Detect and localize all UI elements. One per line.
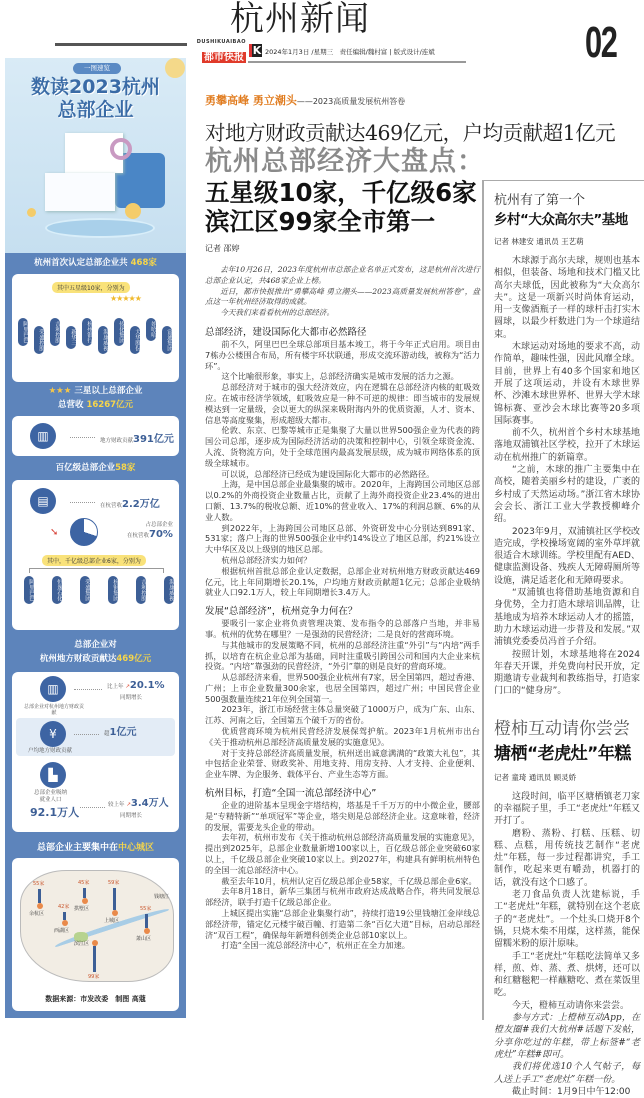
map-card: [12, 858, 179, 1011]
s2-value: 391亿元: [133, 434, 174, 445]
paragraph: 手工“老虎灶”年糕吃法简单又多样，煎、炸、蒸、煮、烘烤，还可以和红糖糍粑一样蘸糖吃、煮在菜饭里吃。: [494, 951, 640, 999]
r1-sub: 同期增长: [120, 695, 143, 701]
r3-sub: 同期增长: [120, 813, 143, 819]
growth-arrow-icon: ↗: [126, 802, 131, 808]
story-golf-byline: 记者 林建安 通讯员 王艺萌: [494, 237, 584, 246]
s5-text: 总部企业主要集中在: [36, 843, 118, 853]
infographic-title-1: 数读2023杭州: [31, 76, 160, 98]
paragraph: 打造“全国一流总部经济中心”，杭州正在全力加速。: [221, 940, 410, 951]
paragraph: “双浦镇也将借助基地资源和自身优势，全力打造木球培训品牌，让基地成为培养木球运动人才的摇篮，助力木球运动进一步普及和发展。”双浦镇党委委员冯首子介绍。: [494, 588, 640, 648]
paragraph: 伦敦、东京、巴黎等城市正是集聚了大量以世界500强企业为代表的跨国公司总部，逐步成为国际经济活动的决策和控制中心，引领全球资金流、人流、货物流方向，处于全球范围内最高发展层级，成为城市网络体系的顶级全球城市。: [205, 425, 480, 468]
paragraph: 从总部经济来看，世界500强企业杭州有7家，居全国第四，超过香港、广州；上市企业数量300余家，也居全国第四，超过广州；中国民营企业500强数量连续21年位列全国第一。: [205, 672, 480, 704]
r3-labels: [34, 790, 67, 804]
company-pill: 阿里巴巴: [24, 576, 34, 604]
paragraph: 我们将优选10个人气帖子，每人送上手工“老虎灶”年糕一份。: [494, 1062, 640, 1085]
district-bar: [145, 914, 148, 928]
r1-pre: 比上年: [107, 684, 124, 690]
s3-text: 百亿级总部企业: [55, 463, 116, 473]
s4-number: 469亿元: [116, 654, 152, 664]
paragraph: 总部经济对于城市的强大经济效应，内在逻辑在总部经济内核的虹吸效应。在城市经济学领域，虹吸效应是一种不可逆的规律：即当城市的发展规模达到一定量级，会以更大的纵深来吸附海内外的优质资源，人才、资本、信息等高度聚集，形成超级大都市。: [205, 382, 480, 425]
infographic: [5, 58, 186, 1018]
logo-cn: 都市快报: [204, 51, 244, 63]
s3-label: 在杭营收: [100, 503, 123, 509]
r1-row: [107, 680, 165, 693]
paragraph: 近日，都市快报推出“勇攀高峰 勇立潮头——2023高质量发展杭州答卷”，盘点这一年杭州经济取得的成就。: [205, 286, 480, 307]
district-dot: [144, 928, 150, 934]
story-golf: [494, 189, 640, 698]
paragraph: 与其他城市的发展策略不同，杭州的总部经济注重“外引”与“内培”两手抓，以培育在杭企业总部为基础，同时注重吸引跨国公司和国内大企业来杭投资。“内培”靠强劲的民营经济，“外引”靠的则是良好的营商环境。: [205, 639, 480, 672]
section-heading: 总部经济，建设国际化大都市必然路径: [205, 326, 367, 338]
story-niangao-byline: 记者 童琦 通讯员 顾灵娇: [494, 772, 577, 782]
paragraph: 木球运动对场地的要求不高，动作简单，趣味性强，因此风靡全球。目前，世界上有40多个国家和地区开展了这项运动，并设有木球世界杯、沙滩木球世界杯、世界大学木球锦标赛、亚沙会木球比赛等20多项国际赛事。: [494, 342, 640, 426]
stars-icon: ★★★: [48, 386, 72, 396]
infographic-badge: 一图速览: [73, 63, 121, 74]
company-pill: 海康威视: [98, 326, 108, 354]
house-yuan-icon: ¥: [40, 721, 66, 747]
paragraph: 截止时间：1月9日中午12:00: [512, 1086, 631, 1097]
district-bar: [113, 888, 116, 910]
story-niangao-body: [494, 791, 640, 1098]
paragraph: 可以说，总部经济已经成为建设国际化大都市的必然路径。: [221, 468, 435, 479]
page-number: 02: [585, 18, 617, 67]
data-source: 数据来源：市发改委 制图 高蔻: [45, 995, 146, 1003]
s4-heading-2: [5, 654, 186, 665]
byline: 记者 邵婷: [205, 244, 240, 253]
r3-value: 3.4万人: [130, 798, 169, 809]
k-logo-icon: K: [249, 44, 262, 57]
company-pill: 荣盛控股: [34, 326, 44, 354]
connector: [70, 502, 95, 503]
five-star-card: [12, 274, 179, 382]
paragraph: 今天我们来看看杭州的总部经济。: [220, 308, 335, 318]
paragraph: 截至去年10月，杭州认定百亿级总部企业58家，千亿级总部企业6家。: [221, 875, 477, 886]
section-heading: 杭州目标，打造“全国一流总部经济中心”: [205, 788, 377, 800]
paragraph: 2023年，浙江市场经营主体总量突破了1000万户，成为广东、山东、江苏、河南之后，全国第五个破千万的省份。: [205, 704, 480, 726]
company-pill: 阿里巴巴: [18, 318, 28, 346]
paragraph: 对于支持总部经济高质量发展，杭州送出诚意满满的“政策大礼包”，其中包括企业荣誉、财政奖补、用地支持、用房支持、人才支持、企业便利、企业车牌、为企服务、载体平台、产业生态等方面。: [205, 747, 480, 780]
fiscal-card: [12, 672, 179, 832]
r3-pre: 较上年: [108, 802, 125, 808]
building-icon: ▥: [40, 676, 66, 702]
headline-main: 杭州总部经济大盘点：: [205, 146, 485, 177]
company-pill: 吉利控股: [50, 318, 60, 346]
r2-label: 户均地方财政贡献: [28, 748, 73, 754]
district-dot: [112, 910, 118, 916]
hundred-billion-card: [12, 480, 179, 630]
district-count: 55家: [140, 906, 152, 912]
paragraph: 到2022年，上海跨国公司地区总部、外资研发中心分别达到891家、531家；落户上海的世界500强企业中约14%设立了地区总部，约21%设立大中华区及以上级别的地区总部。: [205, 522, 480, 555]
side-stories: [482, 180, 644, 1097]
district-dot: [82, 898, 88, 904]
paragraph: 木球源于高尔夫球，规则也基本相似，但装备、场地和技术门槛又比高尔夫球低，因此被称为“大众高尔夫”。这是一项新兴时尚体育运动，用一支像酒瓶子一样的球杆击打实木圆球，以最少杆数进门为一个球道结束。: [494, 256, 640, 340]
district-dot: [92, 940, 98, 946]
company-pill: 富通集团: [162, 326, 172, 354]
paragraph: 这段时间，临平区塘栖镇老刀家的幸福院子里，手工“老虎灶”年糕又开打了。: [494, 791, 640, 827]
headline-line-2: 滨江区99家全市第一: [205, 207, 436, 236]
district-dot: [37, 903, 43, 909]
story-golf-title: 乡村“大众高尔夫”基地: [494, 212, 628, 228]
arrow-icon: ➘: [50, 527, 59, 538]
paragraph: 去年初，杭州市发布《关于推动杭州总部经济高质量发展的实施意见》，提出到2025年，总部企业数量新增100家以上，百亿级总部企业突破60家以上，千亿级总部企业突破10家以上。到2027年，构建具有鲜明杭州特色的全国一流总部经济中心。: [205, 832, 480, 875]
story-niangao-pretitle: 橙柿互动请你尝尝: [494, 718, 630, 739]
paragraph: 磨粉、蒸粉、打糕、压糕、切糕、点糕，用传统技艺制作“老虎灶”年糕，每一步过程都讲究，手工制作，吃起来更有嚼劲，机器打的话，就没有这个口感了。: [494, 828, 640, 888]
s5-heading: [5, 843, 186, 854]
logo-en: DUSHIKUAIBAO: [196, 39, 246, 45]
s3-share-label1: 占总部企业: [145, 522, 173, 528]
paragraph: 根据杭州首批总部企业认定数据，总部企业对杭州地方财政贡献达469亿元，比上年同期增长20.1%，户均地方财政贡献超1亿元；总部企业吸纳就业人口92.1万人，较上年同期增长3.4万人。: [205, 565, 480, 598]
district-bar: [83, 888, 86, 898]
s3-share-value: 70%: [149, 529, 173, 540]
district-dot: [62, 920, 68, 926]
paragraph: 上海，是中国总部企业最集聚的城市。2020年，上海跨国公司地区总部以0.2%的外商投资企业数量占比，贡献了上海外商投资企业23.4%的进出口额、13.7%的税收总额、近10%的营业收入、17%的利润总额、6%的从业人数。: [205, 479, 480, 522]
r3-big: 92.1万人: [30, 806, 80, 819]
paragraph: 优质营商环境为杭州民营经济发展保驾护航。2023年1月杭州市出台《关于推动杭州总部经济高质量发展的实施意见》。: [205, 726, 480, 747]
paragraph: 上城区提出实施“总部企业集聚行动”，持续打造19公里钱塘江金岸线总部经济带，锚定亿元楼宇破百幢、打造第二条“百亿大道”目标，启动总部经济“双百工程”，确保每年新增科创类企业总部10家以上。: [205, 908, 480, 940]
district-count: 42家: [58, 904, 70, 910]
kicker-main: 勇攀高峰 勇立潮头: [205, 94, 297, 107]
district-name: 上城区: [104, 918, 120, 924]
paragraph: 2023年9月，双浦镇社区学校改造完成，学校操场宽阔的室外草坪就很适合木球训练。学校里配有AED、健康监测设备、残疾人无障碍厕所等设施，满足适老化和无障碍要求。: [494, 526, 640, 586]
company-pill: 娃哈哈: [146, 318, 156, 341]
infographic-title-2: 总部企业: [57, 99, 134, 121]
headline-line-1: 五星级10家，千亿级6家: [205, 178, 477, 207]
district-count: 45家: [78, 880, 90, 886]
district-name: 西湖区: [54, 928, 70, 934]
paragraph: 前不久，杭州首个乡村木球基地落地双浦镇社区学校，拉开了木球运动在杭州推广的新篇章。: [494, 428, 640, 463]
river-label: 钱塘江: [154, 894, 170, 900]
kicker: [205, 94, 405, 109]
s1-number: 468家: [130, 258, 157, 268]
paragraph: 去年8月18日，新华三集团与杭州市政府达成战略合作，将共同发展总部经济，联手打造千亿级总部企业。: [205, 886, 480, 908]
paragraph: “之前，木球的推广主要集中在高校，随着美丽乡村的建设，广袤的乡村成了天然运动场。”浙江省木球协会会长、浙江工业大学教授柳峰介绍。: [494, 465, 640, 525]
r3-label2: 就业人口: [39, 797, 62, 803]
story-niangao-title: 塘栖“老虎灶”年糕: [494, 743, 631, 764]
connector: [80, 807, 105, 808]
company-pill: 传化集团: [114, 318, 124, 346]
revenue-card: [12, 416, 179, 456]
s2-label: 地方财政贡献: [100, 438, 134, 444]
s1-heading: [5, 258, 186, 269]
newspaper-logo: [196, 40, 246, 63]
s2-heading-2: [5, 400, 186, 411]
story-golf-body: [494, 255, 640, 698]
r1-value: 20.1%: [129, 680, 165, 691]
s3-share-label2: 在杭营收: [127, 533, 150, 539]
s4-text2: 杭州地方财政贡献达: [39, 654, 117, 664]
s2-text1: 三星以上总部企业: [74, 386, 143, 396]
paragraph: 参与方式：上橙柿互动App，在橙友圈#我们大杭州#话题下发帖，分享你吃过的年糕，带上标签#“老虎灶”年糕#即可。: [494, 1013, 640, 1060]
connector: [74, 734, 99, 735]
s2-text2: 总营收: [57, 400, 84, 410]
paragraph: 这个比喻很形象，事实上，总部经济确实是城市发展的活力之源。: [221, 371, 459, 382]
five-stars-icon: ★★★★★: [110, 294, 141, 303]
district-count: 59家: [108, 880, 120, 886]
paragraph: 按照计划，木球基地将在2024年春天开课，并免费向村民开放，定期邀请专业裁判和教练指导，打造家门口的“健身房”。: [494, 649, 640, 697]
paragraph: 老刀食品负责人沈建标说，手工“老虎灶”年糕，就特别在这个老底子的“老虎灶”。一个灶头口烧开8个锅，只烧木柴不用煤，这样蒸，能保留糯米粉的原汁原味。: [494, 890, 640, 950]
connector: [70, 437, 95, 438]
district-bar: [63, 912, 66, 920]
s3-label-row: [100, 495, 160, 510]
district-name: 滨江区: [74, 941, 90, 947]
thousand-tag: 其中，千亿级总部企业6家，分别为: [42, 555, 146, 566]
paragraph: 企业的进阶基本呈现金字塔结构，塔基是千千万万的中小微企业，腰部是“专精特新”“单项冠军”等企业，塔尖则是总部经济企业。这意味着，经济的发展，需要龙头企业的带动。: [205, 800, 480, 832]
company-pill: 新华三: [66, 326, 76, 349]
s3-share-label: [127, 520, 173, 541]
five-star-tag: 其中五星级10家，分别为: [52, 282, 130, 293]
district-count: 99家: [88, 974, 100, 980]
district-bar: [38, 889, 41, 903]
tree-connector: [29, 568, 164, 573]
kicker-tail: ——2023高质量发展杭州答卷: [296, 97, 406, 106]
header-rule-right: [248, 61, 466, 63]
office-icon: ▤: [30, 488, 56, 514]
s2-heading-1: [5, 386, 186, 397]
company-pill: 吉利控股: [136, 576, 146, 604]
district-name: 余杭区: [29, 911, 45, 917]
r2-pre: 超: [104, 731, 110, 737]
s1-text: 杭州首次认定总部企业共: [34, 258, 128, 268]
r3-label1: 总部企业吸纳: [34, 790, 68, 796]
connector: [74, 689, 102, 690]
story-niangao: [494, 714, 640, 1098]
dateline: 2024年1月3日 /星期三 责任编辑/魏村富 | 版式设计/连斌: [265, 48, 435, 56]
s3-number: 58家: [115, 463, 136, 473]
s2-label-row: [100, 430, 174, 445]
s4-heading-1: 总部企业对: [74, 640, 117, 650]
r2-row: [104, 727, 136, 740]
paragraph: 去年10月26日，2023年度杭州市总部企业名单正式发布，这是杭州首次进行总部企业认定，共468家企业上榜。: [205, 265, 480, 285]
story-golf-pretitle: 杭州有了第一个: [494, 193, 586, 208]
company-pill: 杭州银行: [82, 318, 92, 346]
district-name: 拱墅区: [74, 906, 90, 912]
paragraph: 今天，橙柿互动请你来尝尝。: [512, 1000, 630, 1011]
s3-value: 2.2万亿: [122, 499, 160, 510]
section-masthead: 杭州新闻: [230, 0, 370, 39]
s3-heading: [5, 463, 186, 474]
company-pill: 大华股份: [130, 326, 140, 354]
r2-value: 1亿元: [109, 727, 137, 738]
company-pill: 杭钢集团: [108, 576, 118, 604]
main-article-body: [205, 265, 480, 951]
r3-row: [108, 798, 169, 811]
header-rule-left: [55, 43, 187, 46]
company-pill: 荣盛集团: [80, 576, 90, 604]
factory-icon: ▙: [40, 762, 66, 788]
district-bar: [93, 946, 96, 972]
building-icon: ▥: [30, 423, 56, 449]
paragraph: 前不久，阿里巴巴全球总部项目基本竣工，将于今年正式启用。项目由7栋办公楼围合布局，所有楼宇环状联通，形成交流环游动线，被称为“活力环”。: [205, 338, 480, 371]
district-count: 55家: [33, 881, 45, 887]
share-pie: [70, 518, 98, 546]
district-name: 萧山区: [136, 936, 152, 942]
headline-deck: 对地方财政贡献达469亿元，户均贡献超1亿元: [205, 121, 616, 145]
section-heading: 发展“总部经济”，杭州竞争力何在？: [205, 606, 358, 618]
growth-arrow-icon: ↗: [125, 684, 130, 690]
s2-number: 16267亿元: [86, 400, 134, 410]
company-pill: 海康威视: [164, 576, 174, 604]
s5-number: 中心城区: [118, 843, 155, 853]
r1-label: 总部企业对杭州地方财政贡献: [24, 704, 85, 716]
company-pill: 恒逸石化: [52, 576, 62, 604]
paragraph: 杭州总部经济实力如何？: [221, 554, 312, 565]
paragraph: 要吸引一家企业将负责管理决策、发布指令的总部落户当地，并非易事。杭州的优势在哪里？一是强劲的民营经济；二是良好的营商环境。: [205, 618, 480, 639]
